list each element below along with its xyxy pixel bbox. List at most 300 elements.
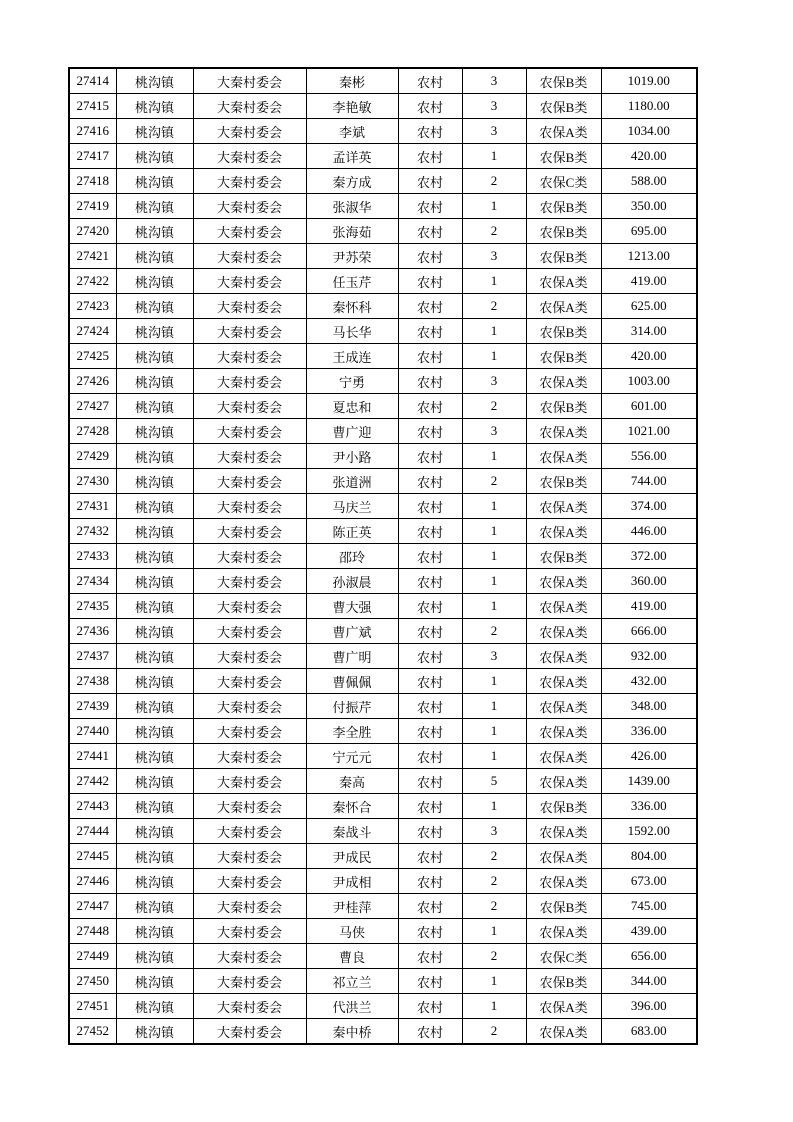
- village-cell: 大秦村委会: [193, 994, 306, 1019]
- id-cell: 27431: [69, 494, 116, 519]
- residence-type-cell: 农村: [398, 419, 462, 444]
- category-cell: 农保A类: [526, 569, 601, 594]
- residence-type-cell: 农村: [398, 894, 462, 919]
- village-cell: 大秦村委会: [193, 1019, 306, 1045]
- name-cell: 尹成民: [306, 844, 398, 869]
- residence-type-cell: 农村: [398, 319, 462, 344]
- amount-cell: 439.00: [601, 919, 697, 944]
- residence-type-cell: 农村: [398, 719, 462, 744]
- id-cell: 27417: [69, 144, 116, 169]
- village-cell: 大秦村委会: [193, 94, 306, 119]
- count-cell: 3: [462, 644, 526, 669]
- village-cell: 大秦村委会: [193, 594, 306, 619]
- town-cell: 桃沟镇: [116, 469, 193, 494]
- name-cell: 秦战斗: [306, 819, 398, 844]
- amount-cell: 1213.00: [601, 244, 697, 269]
- amount-cell: 350.00: [601, 194, 697, 219]
- id-cell: 27451: [69, 994, 116, 1019]
- count-cell: 2: [462, 619, 526, 644]
- table-row: [69, 169, 697, 194]
- table-row: [69, 94, 697, 119]
- id-cell: 27450: [69, 969, 116, 994]
- town-cell: 桃沟镇: [116, 269, 193, 294]
- id-cell: 27416: [69, 119, 116, 144]
- id-cell: 27438: [69, 669, 116, 694]
- id-cell: 27429: [69, 444, 116, 469]
- amount-cell: 1034.00: [601, 119, 697, 144]
- village-cell: 大秦村委会: [193, 169, 306, 194]
- amount-cell: 372.00: [601, 544, 697, 569]
- name-cell: 宁勇: [306, 369, 398, 394]
- town-cell: 桃沟镇: [116, 369, 193, 394]
- town-cell: 桃沟镇: [116, 144, 193, 169]
- name-cell: 代洪兰: [306, 994, 398, 1019]
- category-cell: 农保A类: [526, 594, 601, 619]
- residence-type-cell: 农村: [398, 1019, 462, 1045]
- village-cell: 大秦村委会: [193, 619, 306, 644]
- amount-cell: 396.00: [601, 994, 697, 1019]
- category-cell: 农保A类: [526, 269, 601, 294]
- residence-type-cell: 农村: [398, 294, 462, 319]
- category-cell: 农保A类: [526, 519, 601, 544]
- village-cell: 大秦村委会: [193, 569, 306, 594]
- name-cell: 祁立兰: [306, 969, 398, 994]
- residence-type-cell: 农村: [398, 169, 462, 194]
- table-row: [69, 694, 697, 719]
- id-cell: 27439: [69, 694, 116, 719]
- id-cell: 27426: [69, 369, 116, 394]
- town-cell: 桃沟镇: [116, 219, 193, 244]
- table-row: [69, 244, 697, 269]
- amount-cell: 744.00: [601, 469, 697, 494]
- village-cell: 大秦村委会: [193, 844, 306, 869]
- id-cell: 27419: [69, 194, 116, 219]
- town-cell: 桃沟镇: [116, 94, 193, 119]
- name-cell: 曹佩佩: [306, 669, 398, 694]
- category-cell: 农保A类: [526, 844, 601, 869]
- id-cell: 27445: [69, 844, 116, 869]
- table-row: [69, 544, 697, 569]
- category-cell: 农保B类: [526, 894, 601, 919]
- id-cell: 27436: [69, 619, 116, 644]
- id-cell: 27437: [69, 644, 116, 669]
- count-cell: 1: [462, 544, 526, 569]
- village-cell: 大秦村委会: [193, 894, 306, 919]
- town-cell: 桃沟镇: [116, 619, 193, 644]
- category-cell: 农保B类: [526, 319, 601, 344]
- count-cell: 2: [462, 294, 526, 319]
- residence-type-cell: 农村: [398, 119, 462, 144]
- village-cell: 大秦村委会: [193, 869, 306, 894]
- amount-cell: 374.00: [601, 494, 697, 519]
- residence-type-cell: 农村: [398, 519, 462, 544]
- id-cell: 27425: [69, 344, 116, 369]
- count-cell: 3: [462, 369, 526, 394]
- category-cell: 农保A类: [526, 919, 601, 944]
- table-row: [69, 1019, 697, 1045]
- residence-type-cell: 农村: [398, 144, 462, 169]
- amount-cell: 1439.00: [601, 769, 697, 794]
- category-cell: 农保A类: [526, 369, 601, 394]
- residence-type-cell: 农村: [398, 544, 462, 569]
- category-cell: 农保B类: [526, 794, 601, 819]
- category-cell: 农保A类: [526, 719, 601, 744]
- residence-type-cell: 农村: [398, 619, 462, 644]
- town-cell: 桃沟镇: [116, 594, 193, 619]
- table-row: [69, 844, 697, 869]
- amount-cell: 420.00: [601, 144, 697, 169]
- table-row: [69, 894, 697, 919]
- table-row: [69, 68, 697, 94]
- id-cell: 27443: [69, 794, 116, 819]
- count-cell: 1: [462, 919, 526, 944]
- category-cell: 农保B类: [526, 394, 601, 419]
- id-cell: 27452: [69, 1019, 116, 1045]
- table-row: [69, 344, 697, 369]
- residence-type-cell: 农村: [398, 244, 462, 269]
- count-cell: 3: [462, 119, 526, 144]
- count-cell: 2: [462, 169, 526, 194]
- amount-cell: 601.00: [601, 394, 697, 419]
- table-row: [69, 519, 697, 544]
- id-cell: 27418: [69, 169, 116, 194]
- count-cell: 1: [462, 694, 526, 719]
- table-row: [69, 119, 697, 144]
- id-cell: 27447: [69, 894, 116, 919]
- residence-type-cell: 农村: [398, 194, 462, 219]
- amount-cell: 745.00: [601, 894, 697, 919]
- id-cell: 27444: [69, 819, 116, 844]
- count-cell: 1: [462, 344, 526, 369]
- count-cell: 1: [462, 144, 526, 169]
- village-cell: 大秦村委会: [193, 119, 306, 144]
- count-cell: 1: [462, 994, 526, 1019]
- name-cell: 李全胜: [306, 719, 398, 744]
- count-cell: 3: [462, 819, 526, 844]
- village-cell: 大秦村委会: [193, 219, 306, 244]
- village-cell: 大秦村委会: [193, 644, 306, 669]
- village-cell: 大秦村委会: [193, 544, 306, 569]
- count-cell: 3: [462, 244, 526, 269]
- village-cell: 大秦村委会: [193, 494, 306, 519]
- category-cell: 农保B类: [526, 469, 601, 494]
- category-cell: 农保A类: [526, 744, 601, 769]
- count-cell: 1: [462, 594, 526, 619]
- town-cell: 桃沟镇: [116, 1019, 193, 1045]
- id-cell: 27433: [69, 544, 116, 569]
- village-cell: 大秦村委会: [193, 744, 306, 769]
- id-cell: 27434: [69, 569, 116, 594]
- count-cell: 2: [462, 894, 526, 919]
- village-cell: 大秦村委会: [193, 969, 306, 994]
- table-row: [69, 319, 697, 344]
- name-cell: 邵玲: [306, 544, 398, 569]
- village-cell: 大秦村委会: [193, 344, 306, 369]
- count-cell: 3: [462, 68, 526, 94]
- category-cell: 农保B类: [526, 969, 601, 994]
- table-row: [69, 919, 697, 944]
- table-row: [69, 644, 697, 669]
- category-cell: 农保A类: [526, 994, 601, 1019]
- residence-type-cell: 农村: [398, 869, 462, 894]
- amount-cell: 419.00: [601, 594, 697, 619]
- table-row: [69, 794, 697, 819]
- name-cell: 李艳敏: [306, 94, 398, 119]
- residence-type-cell: 农村: [398, 94, 462, 119]
- amount-cell: 426.00: [601, 744, 697, 769]
- name-cell: 尹苏荣: [306, 244, 398, 269]
- amount-cell: 446.00: [601, 519, 697, 544]
- category-cell: 农保B类: [526, 194, 601, 219]
- count-cell: 3: [462, 419, 526, 444]
- village-cell: 大秦村委会: [193, 144, 306, 169]
- amount-cell: 556.00: [601, 444, 697, 469]
- category-cell: 农保B类: [526, 94, 601, 119]
- category-cell: 农保B类: [526, 144, 601, 169]
- table-row: [69, 419, 697, 444]
- town-cell: 桃沟镇: [116, 744, 193, 769]
- residence-type-cell: 农村: [398, 944, 462, 969]
- amount-cell: 932.00: [601, 644, 697, 669]
- name-cell: 马长华: [306, 319, 398, 344]
- category-cell: 农保A类: [526, 1019, 601, 1045]
- residence-type-cell: 农村: [398, 844, 462, 869]
- town-cell: 桃沟镇: [116, 819, 193, 844]
- name-cell: 任玉芹: [306, 269, 398, 294]
- table-row: [69, 619, 697, 644]
- category-cell: 农保C类: [526, 169, 601, 194]
- count-cell: 5: [462, 769, 526, 794]
- town-cell: 桃沟镇: [116, 344, 193, 369]
- name-cell: 曹良: [306, 944, 398, 969]
- amount-cell: 419.00: [601, 269, 697, 294]
- village-cell: 大秦村委会: [193, 419, 306, 444]
- category-cell: 农保A类: [526, 619, 601, 644]
- town-cell: 桃沟镇: [116, 519, 193, 544]
- name-cell: 曹广斌: [306, 619, 398, 644]
- amount-cell: 336.00: [601, 794, 697, 819]
- name-cell: 曹大强: [306, 594, 398, 619]
- table-row: [69, 719, 697, 744]
- count-cell: 2: [462, 1019, 526, 1045]
- count-cell: 1: [462, 519, 526, 544]
- id-cell: 27422: [69, 269, 116, 294]
- village-cell: 大秦村委会: [193, 819, 306, 844]
- residence-type-cell: 农村: [398, 219, 462, 244]
- village-cell: 大秦村委会: [193, 769, 306, 794]
- residence-type-cell: 农村: [398, 794, 462, 819]
- id-cell: 27427: [69, 394, 116, 419]
- town-cell: 桃沟镇: [116, 494, 193, 519]
- category-cell: 农保A类: [526, 869, 601, 894]
- count-cell: 2: [462, 469, 526, 494]
- name-cell: 马庆兰: [306, 494, 398, 519]
- category-cell: 农保A类: [526, 119, 601, 144]
- name-cell: 李斌: [306, 119, 398, 144]
- category-cell: 农保B类: [526, 68, 601, 94]
- name-cell: 秦怀科: [306, 294, 398, 319]
- town-cell: 桃沟镇: [116, 394, 193, 419]
- town-cell: 桃沟镇: [116, 244, 193, 269]
- amount-cell: 695.00: [601, 219, 697, 244]
- table-row: [69, 369, 697, 394]
- town-cell: 桃沟镇: [116, 894, 193, 919]
- category-cell: 农保A类: [526, 494, 601, 519]
- town-cell: 桃沟镇: [116, 419, 193, 444]
- id-cell: 27440: [69, 719, 116, 744]
- village-cell: 大秦村委会: [193, 269, 306, 294]
- name-cell: 张淑华: [306, 194, 398, 219]
- amount-cell: 1019.00: [601, 68, 697, 94]
- amount-cell: 360.00: [601, 569, 697, 594]
- id-cell: 27435: [69, 594, 116, 619]
- village-cell: 大秦村委会: [193, 794, 306, 819]
- id-cell: 27442: [69, 769, 116, 794]
- residence-type-cell: 农村: [398, 394, 462, 419]
- town-cell: 桃沟镇: [116, 194, 193, 219]
- count-cell: 1: [462, 319, 526, 344]
- count-cell: 1: [462, 969, 526, 994]
- amount-cell: 588.00: [601, 169, 697, 194]
- id-cell: 27449: [69, 944, 116, 969]
- category-cell: 农保A类: [526, 694, 601, 719]
- name-cell: 秦彬: [306, 68, 398, 94]
- amount-cell: 344.00: [601, 969, 697, 994]
- village-cell: 大秦村委会: [193, 444, 306, 469]
- name-cell: 尹小路: [306, 444, 398, 469]
- category-cell: 农保A类: [526, 444, 601, 469]
- name-cell: 尹成相: [306, 869, 398, 894]
- name-cell: 曹广明: [306, 644, 398, 669]
- residence-type-cell: 农村: [398, 469, 462, 494]
- residence-type-cell: 农村: [398, 594, 462, 619]
- village-cell: 大秦村委会: [193, 319, 306, 344]
- town-cell: 桃沟镇: [116, 119, 193, 144]
- residence-type-cell: 农村: [398, 369, 462, 394]
- residence-type-cell: 农村: [398, 744, 462, 769]
- table-row: [69, 594, 697, 619]
- count-cell: 3: [462, 94, 526, 119]
- table-row: [69, 194, 697, 219]
- table-row: [69, 269, 697, 294]
- residence-type-cell: 农村: [398, 644, 462, 669]
- count-cell: 2: [462, 219, 526, 244]
- amount-cell: 1003.00: [601, 369, 697, 394]
- table-row: [69, 944, 697, 969]
- residence-type-cell: 农村: [398, 919, 462, 944]
- name-cell: 付振芹: [306, 694, 398, 719]
- table-row: [69, 444, 697, 469]
- residence-type-cell: 农村: [398, 669, 462, 694]
- id-cell: 27441: [69, 744, 116, 769]
- residence-type-cell: 农村: [398, 68, 462, 94]
- id-cell: 27446: [69, 869, 116, 894]
- id-cell: 27415: [69, 94, 116, 119]
- id-cell: 27430: [69, 469, 116, 494]
- name-cell: 夏忠和: [306, 394, 398, 419]
- name-cell: 孙淑晨: [306, 569, 398, 594]
- village-cell: 大秦村委会: [193, 919, 306, 944]
- table-row: [69, 669, 697, 694]
- count-cell: 1: [462, 269, 526, 294]
- residence-type-cell: 农村: [398, 344, 462, 369]
- name-cell: 孟详英: [306, 144, 398, 169]
- amount-cell: 666.00: [601, 619, 697, 644]
- name-cell: 张道洲: [306, 469, 398, 494]
- village-cell: 大秦村委会: [193, 244, 306, 269]
- amount-cell: 420.00: [601, 344, 697, 369]
- amount-cell: 673.00: [601, 869, 697, 894]
- village-cell: 大秦村委会: [193, 469, 306, 494]
- name-cell: 宁元元: [306, 744, 398, 769]
- amount-cell: 625.00: [601, 294, 697, 319]
- village-cell: 大秦村委会: [193, 394, 306, 419]
- village-cell: 大秦村委会: [193, 519, 306, 544]
- village-cell: 大秦村委会: [193, 194, 306, 219]
- village-cell: 大秦村委会: [193, 944, 306, 969]
- table-row: [69, 744, 697, 769]
- village-cell: 大秦村委会: [193, 294, 306, 319]
- table-row: [69, 294, 697, 319]
- count-cell: 2: [462, 944, 526, 969]
- town-cell: 桃沟镇: [116, 769, 193, 794]
- count-cell: 1: [462, 194, 526, 219]
- amount-cell: 804.00: [601, 844, 697, 869]
- id-cell: 27448: [69, 919, 116, 944]
- town-cell: 桃沟镇: [116, 444, 193, 469]
- town-cell: 桃沟镇: [116, 969, 193, 994]
- amount-cell: 1021.00: [601, 419, 697, 444]
- category-cell: 农保B类: [526, 244, 601, 269]
- table-row: [69, 994, 697, 1019]
- count-cell: 2: [462, 394, 526, 419]
- category-cell: 农保A类: [526, 669, 601, 694]
- category-cell: 农保B类: [526, 219, 601, 244]
- table-row: [69, 144, 697, 169]
- town-cell: 桃沟镇: [116, 169, 193, 194]
- amount-cell: 432.00: [601, 669, 697, 694]
- table-row: [69, 769, 697, 794]
- count-cell: 1: [462, 569, 526, 594]
- count-cell: 1: [462, 794, 526, 819]
- residence-type-cell: 农村: [398, 494, 462, 519]
- residence-type-cell: 农村: [398, 969, 462, 994]
- town-cell: 桃沟镇: [116, 68, 193, 94]
- category-cell: 农保C类: [526, 944, 601, 969]
- id-cell: 27428: [69, 419, 116, 444]
- town-cell: 桃沟镇: [116, 869, 193, 894]
- residence-type-cell: 农村: [398, 269, 462, 294]
- count-cell: 1: [462, 444, 526, 469]
- amount-cell: 1592.00: [601, 819, 697, 844]
- table-row: [69, 394, 697, 419]
- benefits-table: [68, 67, 698, 1045]
- town-cell: 桃沟镇: [116, 944, 193, 969]
- name-cell: 王成连: [306, 344, 398, 369]
- town-cell: 桃沟镇: [116, 294, 193, 319]
- name-cell: 秦怀合: [306, 794, 398, 819]
- id-cell: 27420: [69, 219, 116, 244]
- residence-type-cell: 农村: [398, 819, 462, 844]
- name-cell: 秦方成: [306, 169, 398, 194]
- amount-cell: 348.00: [601, 694, 697, 719]
- table-row: [69, 819, 697, 844]
- amount-cell: 1180.00: [601, 94, 697, 119]
- town-cell: 桃沟镇: [116, 669, 193, 694]
- name-cell: 秦中桥: [306, 1019, 398, 1045]
- village-cell: 大秦村委会: [193, 694, 306, 719]
- town-cell: 桃沟镇: [116, 844, 193, 869]
